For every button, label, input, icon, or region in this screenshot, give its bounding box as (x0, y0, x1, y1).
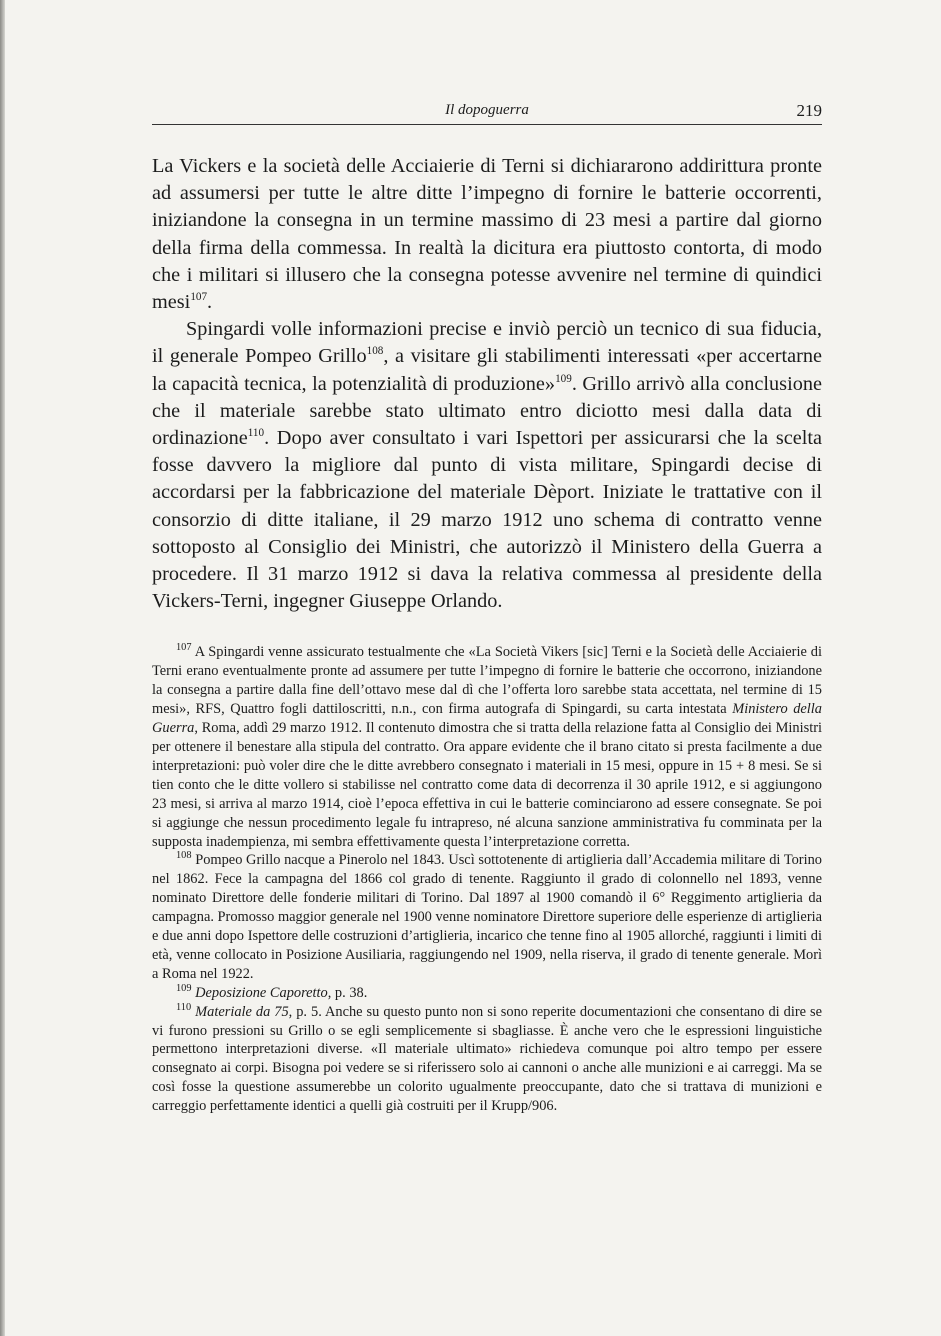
footnote-number: 107 (176, 642, 192, 654)
paragraph-2 (152, 316, 822, 615)
footnote-110 (152, 1003, 822, 1116)
footnote-107 (152, 643, 822, 851)
page-binding-edge (0, 0, 5, 1336)
paragraph-1 (152, 153, 822, 316)
footnote-number: 110 (176, 1001, 192, 1013)
footnote-text: A Spingardi venne assicurato testualmente che «La Società Vikers [sic] Terni e la Società delle Acciaierie di Terni erano eventualmente pronte ad assumere per tutte l’impegno di fornire le batterie che occorrono, iniziandone la consegna a partire dalla fine dell’ottavo mese dal dì che l’offerta loro sarebbe stata accettata, nel termine di 15 mesi», RFS, Quattro fogli dattiloscritti, n.n., con firma autografa di Spingardi, su carta intestata (152, 644, 822, 718)
paragraph-text: . Grillo arrivò alla conclusione che il materiale sarebbe stato ultimato entro diciotto mesi dalla data di ordinazione (152, 372, 822, 450)
paragraph-text: , a visitare gli stabilimenti interessati «per accertarne la capacità tecnica, la potenzialità di produzione» (152, 345, 822, 395)
main-text (152, 153, 822, 615)
paragraph-text: . Dopo aver consultato i vari Ispettori per assicurarsi che la scelta fosse davvero la migliore dal punto di vista militare, Spingardi decise di accordarsi per la fabbricazione del materiale Dèport. Iniziate le trattative con il consorzio di ditte italiane, il 29 marzo 1912 uno schema di contratto venne sottoposto al Consiglio dei Ministri, che autorizzò il Ministero della Guerra a procedere. Il 31 marzo 1912 si dava la relativa commessa al presidente della Vickers-Terni, ingegner Giuseppe Orlando. (152, 427, 822, 613)
footnote-ref-109[interactable]: 109 (555, 372, 572, 385)
running-header (152, 100, 822, 125)
sentence-end: . (207, 291, 213, 314)
footnote-italic: Ministero della Guerra (152, 701, 822, 737)
footnote-108 (152, 851, 822, 983)
footnotes (152, 643, 822, 1116)
footnote-text: , p. 38. (327, 984, 368, 1001)
footnote-italic: Materiale da 75 (195, 1003, 289, 1020)
footnote-text: , Roma, addì 29 marzo 1912. Il contenuto dimostra che si tratta della relazione fatta al Consiglio dei Ministri per ottenere il benestare alla stipula del contratto. Ora appare evidente che il brano citato si presta facilmente a due interpretazioni: può voler dire che le ditte avrebbero consegnato i materiali in 15 mesi, oppure in 15 + 8 mesi. Se si tien conto che le ditte vollero si stabilisse nel contratto come data di decorrenza il 30 aprile 1912, e si aggiungono 23 mesi, si arriva al marzo 1914, cioè l’epoca effettiva in cui le batterie cominciarono ad essere consegnate. Se poi si aggiunge che nessun procedimento legale fu intrapreso, né alcuna sanzione amministrativa fu comminata per la supposta inadempienza, mi sembra effettivamente questa l’interpretazione corretta. (152, 720, 822, 850)
footnote-109 (152, 984, 822, 1003)
footnote-ref-110[interactable]: 110 (247, 427, 265, 440)
footnote-number: 109 (176, 982, 192, 994)
footnote-number: 108 (176, 850, 192, 862)
page-number: 219 (796, 101, 822, 120)
footnote-ref-107[interactable]: 107 (190, 291, 208, 304)
paragraph-text: La Vickers e la società delle Acciaierie di Terni si dichiararono addirittura pronte ad assumersi per tutte le altre ditte l’impegno di fornire le batterie occorrenti, iniziandone la consegna in un termine massimo di 23 mesi a partire dal giorno della firma della commessa. In realtà la dicitura era piuttosto contorta, di modo che i militari si illusero che la consegna potesse avvenire nel termine di quindici mesi (152, 155, 822, 314)
footnote-italic: Deposizione Caporetto (195, 984, 328, 1001)
footnote-ref-108[interactable]: 108 (366, 345, 384, 358)
paragraph-text: Spingardi volle informazioni precise e inviò perciò un tecnico di sua fiducia, il generale Pompeo Grillo (152, 318, 822, 368)
running-title: Il dopoguerra (445, 102, 529, 118)
footnote-text: , p. 5. Anche su questo punto non si sono reperite documentazioni che consentano di dire se vi furono pressioni su Grillo o se egli semplicemente si sbagliasse. È anche vero che le espressioni linguistiche permettono interpretazioni diverse. «Il materiale ultimato» richiedeva comunque poi altro tempo per essere consegnato ai corpi. Bisogna poi vedere se si riferissero solo ai cannoni o anche alle munizioni e ai carreggi. Ma se così fosse la questione assumerebbe un colorito ugualmente preoccupante, dato che si trattava di munizioni e carreggio perfettamente identici a quelli già costruiti per il Krupp/906. (152, 1003, 822, 1115)
book-page (152, 100, 822, 1116)
footnote-text: Pompeo Grillo nacque a Pinerolo nel 1843. Uscì sottotenente di artiglieria dall’Accademia militare di Torino nel 1862. Fece la campagna del 1866 col grado di tenente. Raggiunto il grado di colonnello nel 1893, venne nominato Direttore delle fonderie militari di Torino. Dal 1897 al 1900 comandò il 6° Reggimento artiglieria da campagna. Promosso maggior generale nel 1900 venne nominatore Direttore superiore delle esperienze di artiglieria e due anni dopo Ispettore delle costruzioni d’artiglieria, incarico che tenne fino al 1905 allorché, raggiunti i limiti di età, venne collocato in Posizione Ausiliaria, raggiungendo nel 1909, nella riserva, il grado di tenente generale. Morì a Roma nel 1922. (152, 852, 822, 982)
